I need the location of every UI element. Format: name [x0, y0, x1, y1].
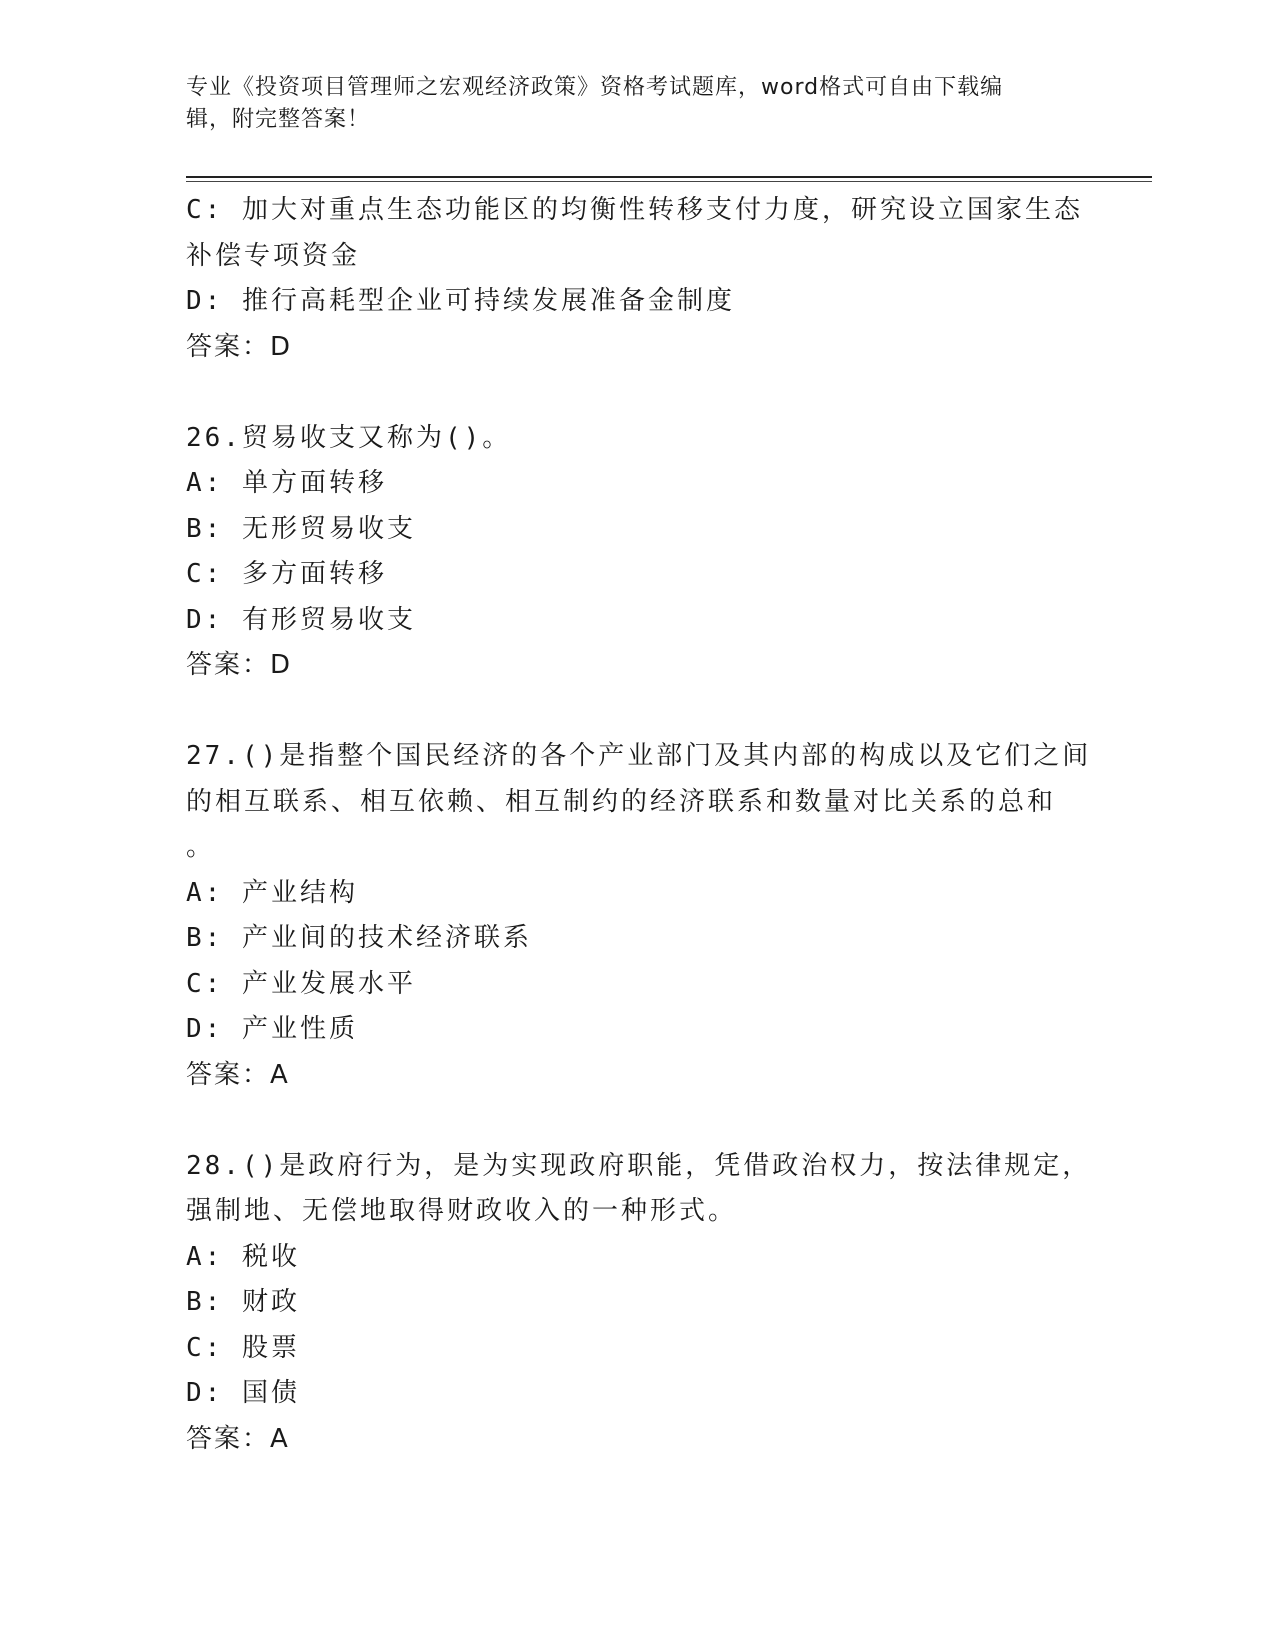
option-c: C: 多方面转移 [186, 559, 387, 589]
option-d: D: 有形贸易收支 [186, 604, 416, 635]
answer: 答案：D [186, 331, 293, 362]
question-stem-continued: 强制地、无偿地取得财政收入的一种形式。 [186, 1196, 738, 1226]
spacer [186, 1098, 1086, 1144]
header-divider-thick [186, 176, 1152, 178]
answer: 答案：A [186, 1423, 290, 1454]
question-stem-end: 。 [186, 832, 216, 862]
option-b: B: 产业间的技术经济联系 [186, 923, 532, 953]
option-c: C: 产业发展水平 [186, 968, 416, 999]
spacer [186, 370, 1086, 416]
option-c: C: 加大对重点生态功能区的均衡性转移支付力度，研究设立国家生态 [186, 195, 1083, 225]
question-stem: 27.()是指整个国民经济的各个产业部门及其内部的构成以及它们之间 [186, 741, 1092, 771]
question-27 [186, 734, 1092, 1098]
option-c: C: 股票 [186, 1332, 300, 1363]
option-b: B: 财政 [186, 1287, 300, 1317]
answer: 答案：D [186, 650, 293, 680]
question-stem: 28.()是政府行为，是为实现政府职能，凭借政治权力，按法律规定， [186, 1150, 1092, 1181]
question-stem-continued: 的相互联系、相互依赖、相互制约的经济联系和数量对比关系的总和 [186, 786, 1057, 817]
question-26 [186, 416, 1086, 689]
option-c-continued: 补偿专项资金 [186, 240, 361, 271]
option-d: D: 产业性质 [186, 1014, 358, 1044]
question-stem: 26.贸易收支又称为()。 [186, 422, 512, 453]
document-header [186, 72, 1066, 136]
option-a: A: 单方面转移 [186, 468, 387, 498]
header-line-1: 专业《投资项目管理师之宏观经济政策》资格考试题库，word格式可自由下载编 [186, 75, 1004, 100]
option-a: A: 产业结构 [186, 877, 358, 908]
option-a: A: 税收 [186, 1241, 300, 1272]
header-divider-thin [186, 181, 1152, 182]
option-d: D: 推行高耗型企业可持续发展准备金制度 [186, 286, 735, 316]
question-list [186, 188, 1092, 1462]
answer: 答案：A [186, 1059, 290, 1090]
option-d: D: 国债 [186, 1378, 300, 1408]
question-25-tail [186, 188, 1086, 370]
question-28 [186, 1144, 1092, 1463]
header-line-2: 辑，附完整答案！ [186, 107, 371, 132]
option-b: B: 无形贸易收支 [186, 513, 416, 544]
spacer [186, 689, 1086, 735]
